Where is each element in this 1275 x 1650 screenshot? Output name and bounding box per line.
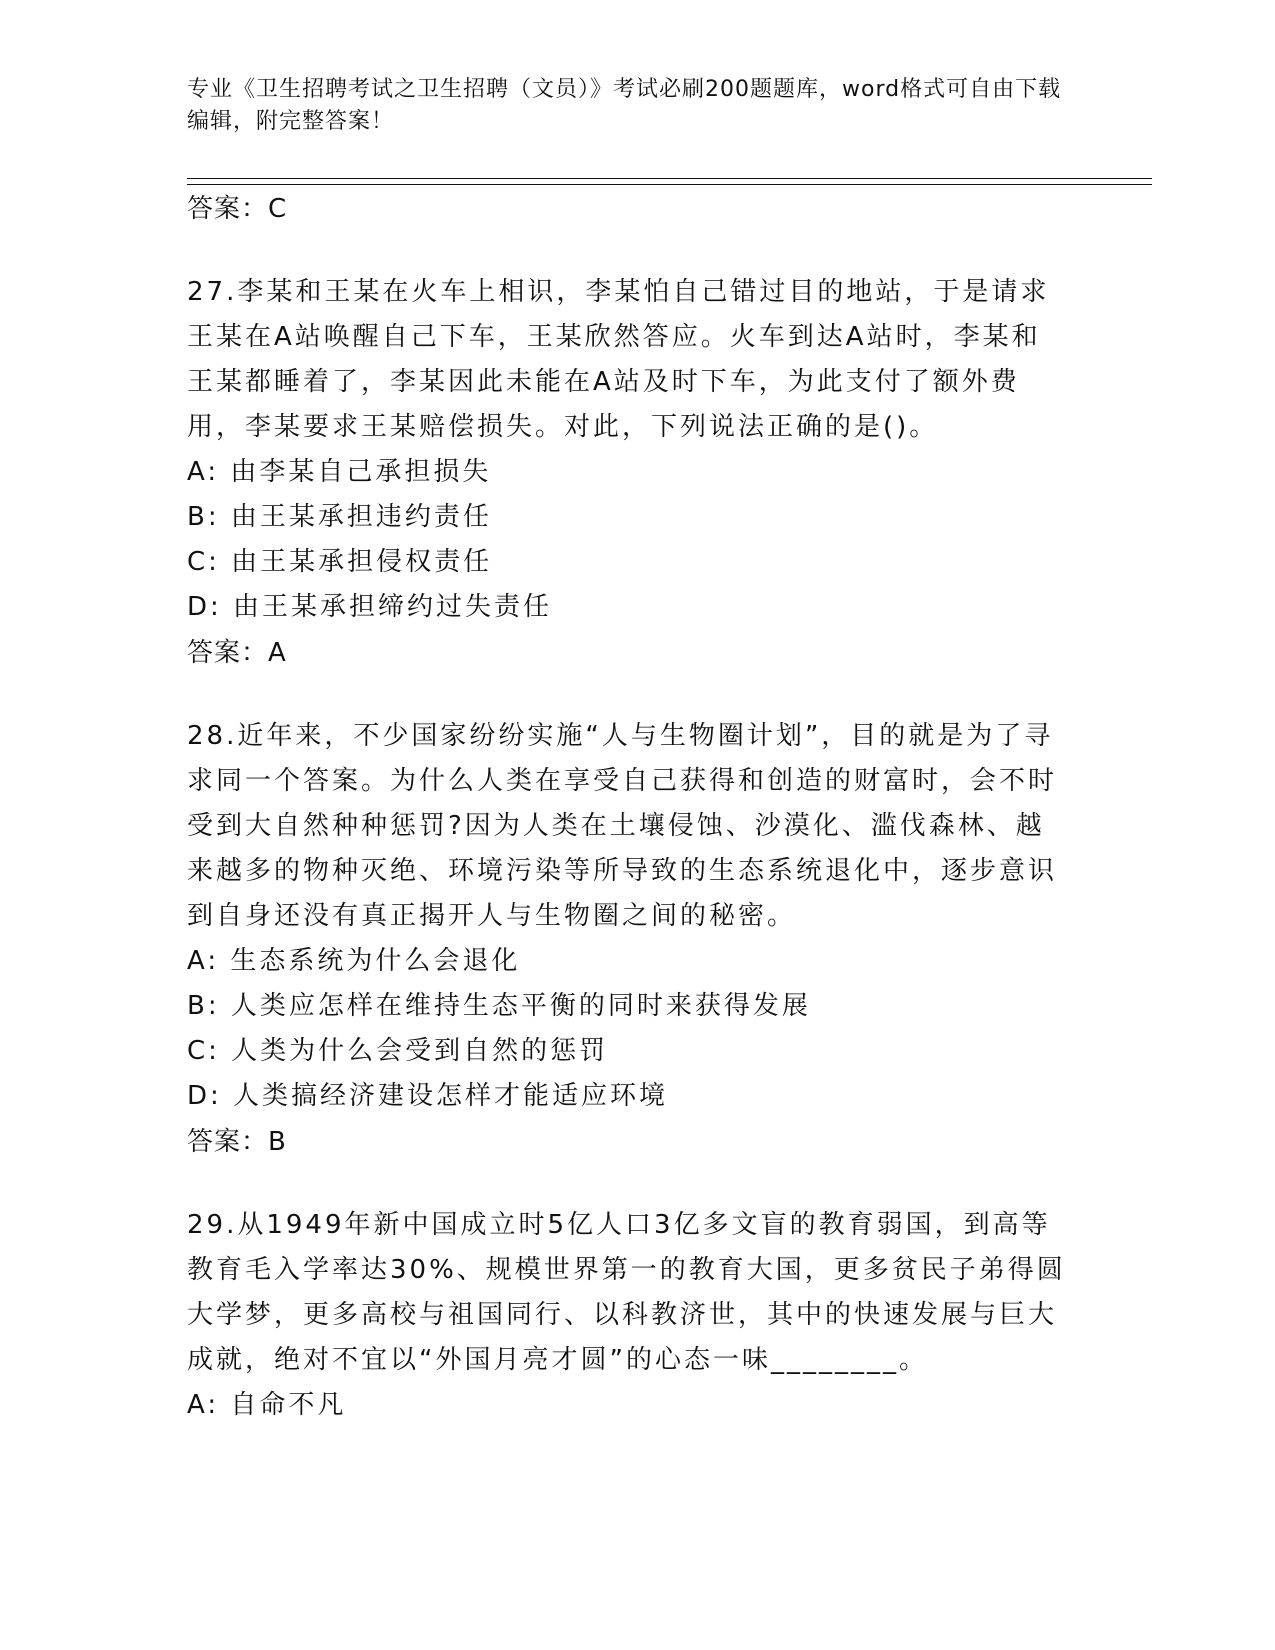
option-27-d: D: 由王某承担缔约过失责任 <box>187 592 553 622</box>
option-28-b: B: 人类应怎样在维持生态平衡的同时来获得发展 <box>187 991 811 1021</box>
option-29-a: A: 自命不凡 <box>187 1390 347 1420</box>
header-rule-bottom <box>187 184 1152 185</box>
document-body <box>187 186 1087 1428</box>
answer-28: 答案：B <box>187 1127 287 1157</box>
page-header: 专业《卫生招聘考试之卫生招聘（文员）》考试必刷200题题库，word格式可自由下载编辑，附完整答案！ <box>187 77 1062 134</box>
answer-27: 答案：A <box>187 638 287 668</box>
question-28: 28.近年来，不少国家纷纷实施“人与生物圈计划”，目的就是为了寻求同一个答案。为什么人类在享受自己获得和创造的财富时，会不时受到大自然种种惩罚?因为人类在土壤侵蚀、沙漠化、滥伐森林、越来越多的物种灭绝、环境污染等所导致的生态系统退化中，逐步意识到自身还没有真正揭开人与生物圈之间的秘密。 <box>187 721 1058 931</box>
answer-26: 答案：C <box>187 194 288 224</box>
question-29: 29.从1949年新中国成立时5亿人口3亿多文盲的教育弱国，到高等教育毛入学率达30%、规模世界第一的教育大国，更多贫民子弟得圆大学梦，更多高校与祖国同行、以科教济世，其中的快速发展与巨大成就，绝对不宜以“外国月亮才圆”的心态一味________。 <box>187 1210 1066 1375</box>
option-28-c: C: 人类为什么会受到自然的惩罚 <box>187 1036 609 1066</box>
header-rule-top <box>187 178 1152 179</box>
option-28-d: D: 人类搞经济建设怎样才能适应环境 <box>187 1081 669 1111</box>
option-27-c: C: 由王某承担侵权责任 <box>187 547 493 577</box>
option-27-a: A: 由李某自己承担损失 <box>187 457 492 487</box>
option-27-b: B: 由王某承担违约责任 <box>187 502 492 532</box>
option-28-a: A: 生态系统为什么会退化 <box>187 946 521 976</box>
question-27: 27.李某和王某在火车上相识，李某怕自己错过目的地站，于是请求王某在A站唤醒自己下车，王某欣然答应。火车到达A站时，李某和王某都睡着了，李某因此未能在A站及时下车，为此支付了额外费用，李某要求王某赔偿损失。对此，下列说法正确的是()。 <box>187 277 1050 442</box>
